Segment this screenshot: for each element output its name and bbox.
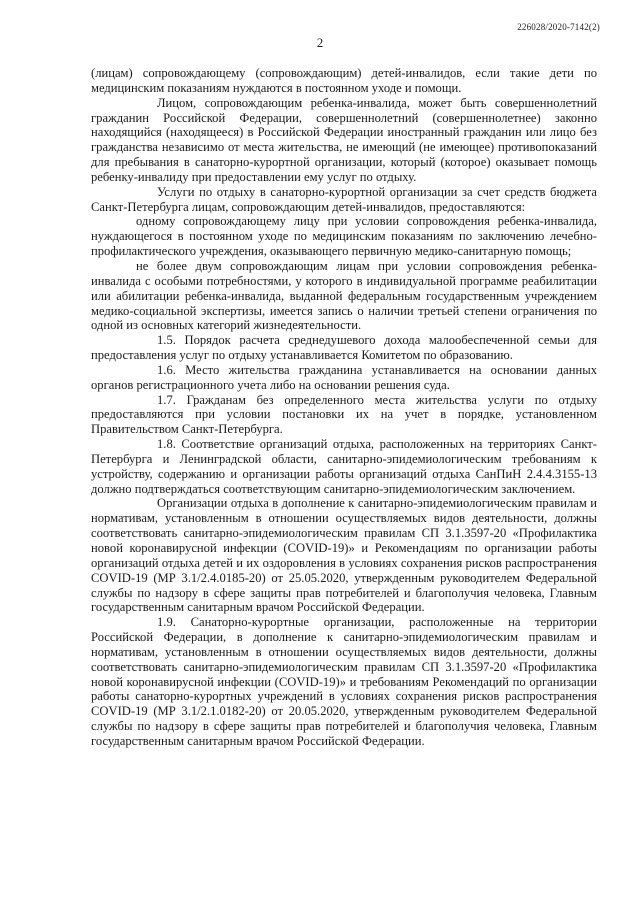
paragraph-two-companions: не более двум сопровождающим лицам при условии сопровождения ребенка-инвалида с особыми потребностями, у которого в индивидуальной программе реабилитации или абилитации ребенка-инвалида, выданной федеральным государственным учреждением медико-социальной экспертизы, имеется запись о наличии третьей степени ограничения по одной из основных категорий жизнедеятельности. [91,258,597,333]
paragraph-1-5: 1.5. Порядок расчета среднедушевого дохода малообеспеченной семьи для предоставления услуг по отдыху устанавливается Комитетом по образованию. [91,333,597,363]
paragraph-1-7: 1.7. Гражданам без определенного места жительства услуги по отдыху предоставляются при условии постановки их на учет в порядке, установленном Правительством Санкт-Петербурга. [91,392,597,437]
page-number: 2 [316,35,324,50]
paragraph-rest-organizations: Организации отдыха в дополнение к санитарно-эпидемиологическим правилам и нормативам, установленным в отношении осуществляемых видов деятельности, должны соответствовать санитарно-эпидемиологическим правилам СП 3.1.3597-20 «Профилактика новой коронавирусной инфекции (COVID-19)» и Рекомендациям по организации работы организаций отдыха детей и их оздоровления в условиях сохранения рисков распространения COVID-19 (МР 3.1/2.4.0185-20) от 25.05.2020, утвержденным руководителем Федеральной службы по надзору в сфере защиты прав потребителей и благополучия человека, Главным государственным санитарным врачом Российской Федерации. [91,496,597,615]
document-body [91,66,597,749]
paragraph-1-8: 1.8. Соответствие организаций отдыха, расположенных на территориях Санкт-Петербурга и Ленинградской области, санитарно-эпидемиологическим требованиям к устройству, содержанию и организации работы организаций отдыха СанПиН 2.4.4.3155-13 должно подтверждаться соответствующим санитарно-эпидемиологическим заключением. [91,437,597,496]
document-reference-number: 226028/2020-7142(2) [517,22,600,32]
paragraph-services-intro: Услуги по отдыху в санаторно-курортной организации за счет средств бюджета Санкт-Петербурга лицам, сопровождающим детей-инвалидов, предоставляются: [91,184,597,214]
paragraph-continuation: (лицам) сопровождающему (сопровождающим) детей-инвалидов, если такие дети по медицинским показаниям нуждаются в постоянном уходе и помощи. [91,66,597,95]
paragraph-one-companion: одному сопровождающему лицу при условии сопровождения ребенка-инвалида, нуждающегося в постоянном уходе по медицинским показаниям по заключению лечебно-профилактического учреждения, оказывающего первичную медико-санитарную помощь; [91,214,597,259]
paragraph-companion-definition: Лицом, сопровождающим ребенка-инвалида, может быть совершеннолетний гражданин Российской Федерации, совершеннолетний (совершеннолетнее) законно находящийся (находящееся) в Российской Федерации иностранный гражданин или лицо без гражданства независимо от места жительства, не имеющий (не имеющее) противопоказаний для пребывания в санаторно-курортной организации, который (которое) оказывает помощь ребенку-инвалиду при предоставлении ему услуг по отдыху. [91,95,597,184]
paragraph-1-6: 1.6. Место жительства гражданина устанавливается на основании данных органов регистрационного учета либо на основании решения суда. [91,362,597,392]
paragraph-1-9: 1.9. Санаторно-курортные организации, расположенные на территории Российской Федерации, в дополнение к санитарно-эпидемиологическим правилам и нормативам, установленным в отношении осуществляемых видов деятельности, должны соответствовать санитарно-эпидемиологическим правилам СП 3.1.3597-20 «Профилактика новой коронавирусной инфекции (COVID-19)» и требованиям Рекомендаций по организации работы санаторно-курортных учреждений в условиях сохранения рисков распространения COVID-19 (МР 3.1/2.1.0182-20) от 20.05.2020, утвержденным руководителем Федеральной службы по надзору в сфере защиты прав потребителей и благополучия человека, Главным государственным санитарным врачом Российской Федерации. [91,615,597,748]
